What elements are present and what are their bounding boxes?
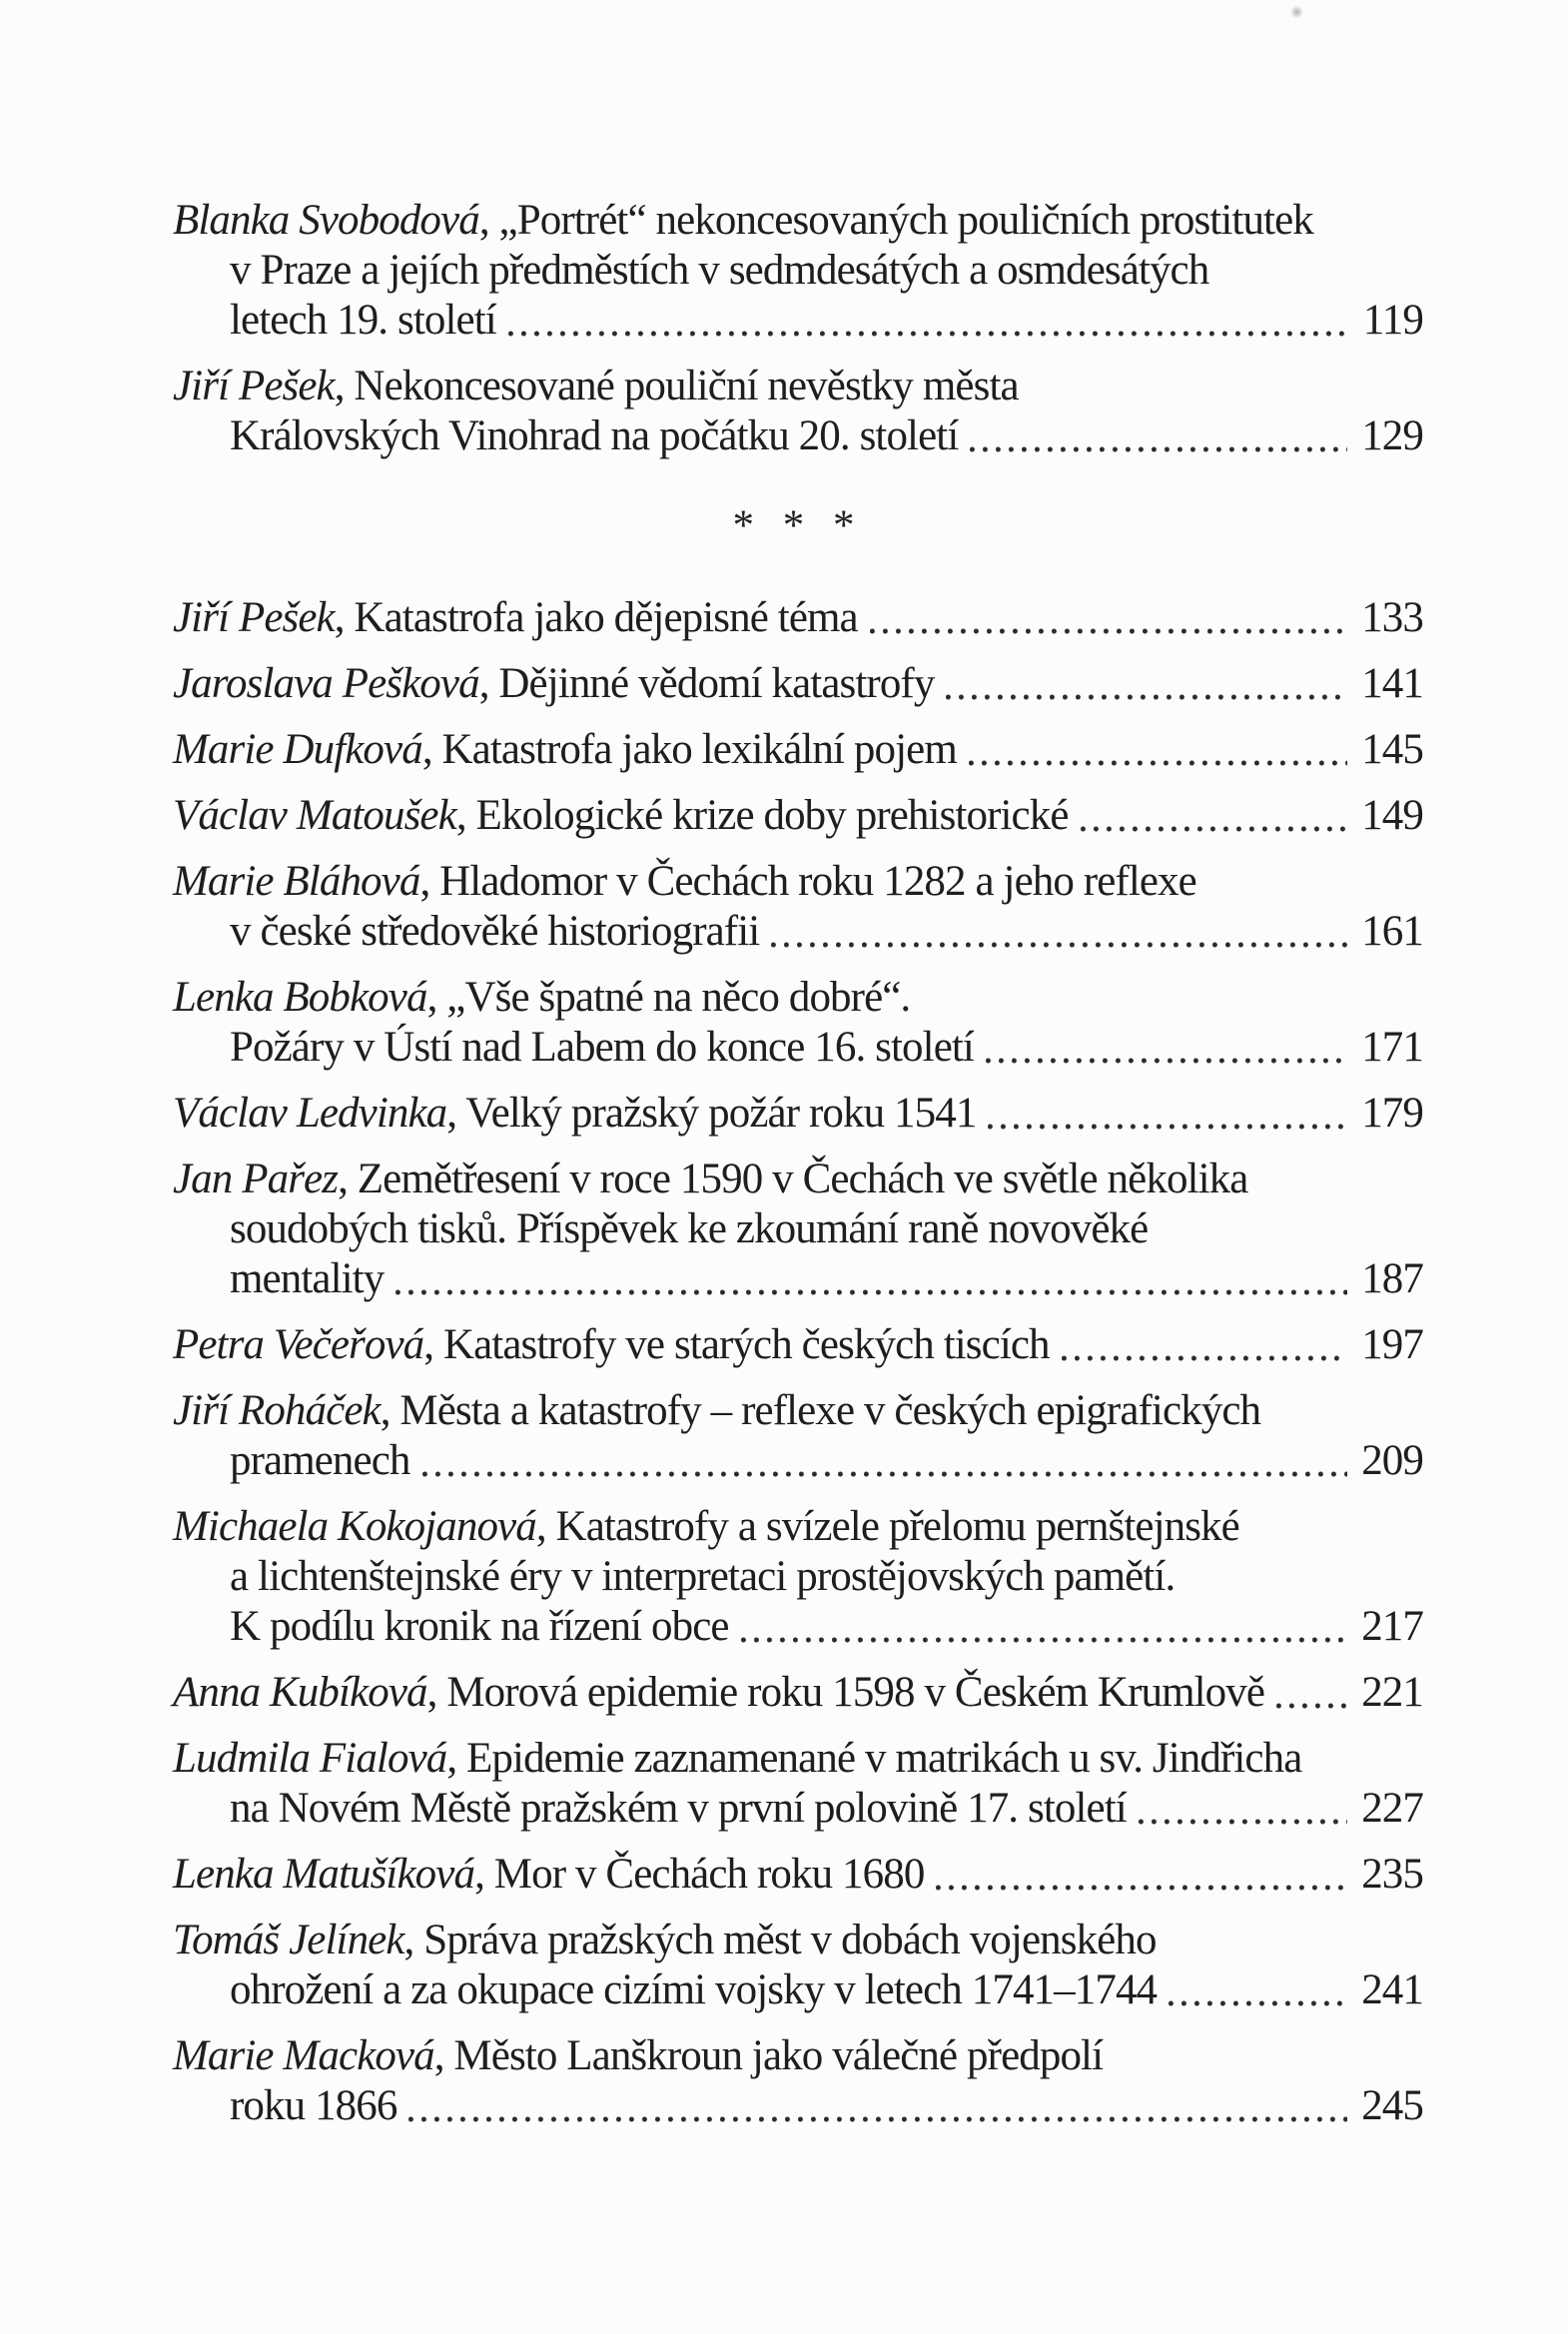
entry-author: Michaela Kokojanová <box>173 1503 536 1550</box>
entry-title-text: , „Vše špatné na něco dobré“. <box>426 974 911 1021</box>
entry-first-line <box>173 1734 1423 1784</box>
dot-leader <box>986 1058 1347 1064</box>
toc-entry <box>173 1320 1423 1370</box>
dot-leader <box>988 1124 1347 1130</box>
toc-entry <box>173 196 1423 346</box>
entry-title-text: , Ekologické krize doby prehistorické <box>455 792 1069 839</box>
entry-title-text: ohrožení a za okupace cizími vojsky v letech 1741–1744 <box>230 1966 1158 2013</box>
entry-title-text: , Mor v Čechách roku 1680 <box>474 1851 925 1898</box>
entry-continuation-line <box>173 411 1423 461</box>
entry-page-number: 241 <box>1361 1966 1423 2013</box>
entry-title-text: , Nekoncesované pouliční nevěstky města <box>334 363 1019 409</box>
entry-author: Marie Macková <box>173 2032 434 2079</box>
table-of-contents <box>173 196 1423 2147</box>
dot-leader <box>422 1471 1348 1477</box>
dot-leader <box>508 331 1349 337</box>
entry-title-text: , Katastrofa jako dějepisné téma <box>334 594 858 641</box>
entry-title-text: , Hladomor v Čechách roku 1282 a jeho reflexe <box>419 858 1196 905</box>
entry-first-line <box>173 196 1423 246</box>
entry-first-line <box>173 857 1423 907</box>
entry-title-text: , Katastrofy ve starých českých tiscích <box>423 1321 1050 1368</box>
entry-page-number: 221 <box>1361 1669 1423 1716</box>
entry-author: Marie Bláhová <box>173 858 420 905</box>
toc-entry <box>173 1734 1423 1834</box>
dot-leader <box>1062 1355 1348 1361</box>
entry-title-text: , „Portrét“ nekoncesovaných pouličních prostitutek <box>478 197 1313 244</box>
entry-author: Petra Večeřová <box>173 1321 424 1368</box>
entry-title-text: , Katastrofy a svízele přelomu pernštejnské <box>535 1503 1239 1550</box>
dot-leader <box>1169 2000 1347 2006</box>
entry-author: Blanka Svobodová <box>173 197 479 244</box>
entry-author: Lenka Matušíková <box>173 1851 475 1898</box>
entry-author: Jan Pařez <box>173 1156 339 1202</box>
section-separator: * * * <box>732 502 864 549</box>
entry-page-number: 217 <box>1361 1603 1423 1650</box>
toc-entry <box>173 2031 1423 2131</box>
entry-first-line <box>173 973 1423 1023</box>
entry-title-text: , Katastrofa jako lexikální pojem <box>421 726 957 773</box>
entry-title-text: , Správa pražských měst v dobách vojenského <box>403 1917 1157 1963</box>
entry-title-text: a lichtenštejnské éry v interpretaci prostějovských pamětí. <box>230 1553 1176 1600</box>
entry-continuation-line <box>173 1204 1423 1254</box>
entry-title-text: na Novém Městě pražském v první polovině 17. století <box>230 1785 1127 1832</box>
dot-leader <box>970 446 1347 452</box>
dot-leader <box>1276 1703 1347 1709</box>
entry-page-number: 119 <box>1362 297 1423 344</box>
entry-author: Václav Ledvinka <box>173 1090 447 1137</box>
dot-leader <box>936 1885 1347 1891</box>
dot-leader <box>741 1637 1348 1643</box>
entry-page-number: 129 <box>1361 412 1423 459</box>
toc-entry <box>173 659 1423 709</box>
entry-first-line <box>173 725 1423 775</box>
entry-title-text: , Velký pražský požár roku 1541 <box>446 1090 977 1137</box>
entry-page-number: 227 <box>1361 1785 1423 1832</box>
toc-entry <box>173 973 1423 1073</box>
entry-author: Anna Kubíková <box>173 1669 427 1716</box>
toc-entry <box>173 362 1423 461</box>
entry-title-text: , Dějinné vědomí katastrofy <box>478 660 935 707</box>
entry-page-number: 245 <box>1361 2082 1423 2129</box>
entry-title-text: , Morová epidemie roku 1598 v Českém Krumlově <box>426 1669 1265 1716</box>
entry-author: Jiří Pešek <box>173 594 335 641</box>
entry-title-text: Královských Vinohrad na počátku 20. století <box>230 412 959 459</box>
entry-continuation-line <box>173 1552 1423 1602</box>
entry-author: Václav Matoušek <box>173 792 456 839</box>
entry-author: Marie Dufková <box>173 726 422 773</box>
entry-continuation-line <box>173 1436 1423 1486</box>
entry-author: Tomáš Jelínek <box>173 1917 404 1963</box>
entry-first-line <box>173 2031 1423 2081</box>
entry-title-text: pramenech <box>230 1437 410 1484</box>
toc-entry <box>173 1502 1423 1652</box>
entry-first-line <box>173 791 1423 841</box>
entry-first-line <box>173 659 1423 709</box>
entry-continuation-line <box>173 296 1423 346</box>
dot-leader <box>946 694 1347 700</box>
entry-page-number: 145 <box>1361 726 1423 773</box>
dot-leader <box>969 760 1347 766</box>
entry-title-text: K podílu kronik na řízení obce <box>230 1603 729 1650</box>
scan-artifact <box>1287 2 1305 21</box>
entry-continuation-line <box>173 1602 1423 1652</box>
toc-entry <box>173 1916 1423 2015</box>
dot-leader <box>1081 826 1348 832</box>
entry-author: Ludmila Fialová <box>173 1735 447 1782</box>
entry-page-number: 197 <box>1361 1321 1423 1368</box>
entry-title-text: v české středověké historiografii <box>230 908 760 955</box>
entry-title-text: soudobých tisků. Příspěvek ke zkoumání raně novověké <box>230 1205 1149 1252</box>
entry-first-line <box>173 1916 1423 1965</box>
entry-first-line <box>173 1089 1423 1139</box>
entry-title-text: mentality <box>230 1255 385 1302</box>
entry-first-line <box>173 1502 1423 1552</box>
entry-page-number: 141 <box>1361 660 1423 707</box>
dot-leader <box>1139 1819 1347 1825</box>
toc-entry <box>173 857 1423 957</box>
entry-page-number: 179 <box>1361 1090 1423 1137</box>
entry-first-line <box>173 1320 1423 1370</box>
entry-continuation-line <box>173 907 1423 957</box>
entry-continuation-line <box>173 1965 1423 2015</box>
dot-leader <box>408 2116 1347 2122</box>
entry-page-number: 149 <box>1361 792 1423 839</box>
toc-entry <box>173 1089 1423 1139</box>
entry-continuation-line <box>173 1784 1423 1834</box>
entry-title-text: letech 19. století <box>230 297 496 344</box>
toc-entry <box>173 1668 1423 1718</box>
entry-author: Jiří Roháček <box>173 1387 381 1434</box>
entry-title-text: , Města a katastrofy – reflexe v českých epigrafických <box>380 1387 1261 1434</box>
entry-title-text: , Zemětřesení v roce 1590 v Čechách ve světle několika <box>338 1156 1248 1202</box>
entry-author: Lenka Bobková <box>173 974 427 1021</box>
toc-entry <box>173 725 1423 775</box>
entry-author: Jiří Pešek <box>173 363 335 409</box>
entry-first-line <box>173 1386 1423 1436</box>
entry-author: Jaroslava Pešková <box>173 660 479 707</box>
dot-leader <box>395 1289 1347 1295</box>
entry-first-line <box>173 362 1423 411</box>
entry-page-number: 133 <box>1361 594 1423 641</box>
entry-first-line <box>173 593 1423 643</box>
entry-page-number: 171 <box>1361 1024 1423 1071</box>
dot-leader <box>870 628 1347 634</box>
entry-page-number: 209 <box>1361 1437 1423 1484</box>
entry-title-text: Požáry v Ústí nad Labem do konce 16. století <box>230 1024 974 1071</box>
entry-first-line <box>173 1668 1423 1718</box>
toc-entry <box>173 1155 1423 1304</box>
entry-continuation-line <box>173 246 1423 296</box>
toc-entry <box>173 791 1423 841</box>
toc-entry <box>173 1386 1423 1486</box>
entry-title-text: , Epidemie zaznamenané v matrikách u sv. Jindřicha <box>446 1735 1302 1782</box>
toc-entry <box>173 1850 1423 1900</box>
entry-title-text: roku 1866 <box>230 2082 397 2129</box>
entry-continuation-line <box>173 2081 1423 2131</box>
entry-first-line <box>173 1155 1423 1204</box>
entry-title-text: v Praze a jejích předměstích v sedmdesátých a osmdesátých <box>230 247 1209 294</box>
entry-continuation-line <box>173 1254 1423 1304</box>
entry-page-number: 161 <box>1361 908 1423 955</box>
entry-page-number: 235 <box>1361 1851 1423 1898</box>
dot-leader <box>771 942 1347 948</box>
entry-continuation-line <box>173 1023 1423 1073</box>
toc-entry <box>173 593 1423 643</box>
entry-title-text: , Město Lanškroun jako válečné předpolí <box>433 2032 1104 2079</box>
entry-first-line <box>173 1850 1423 1900</box>
entry-page-number: 187 <box>1361 1255 1423 1302</box>
